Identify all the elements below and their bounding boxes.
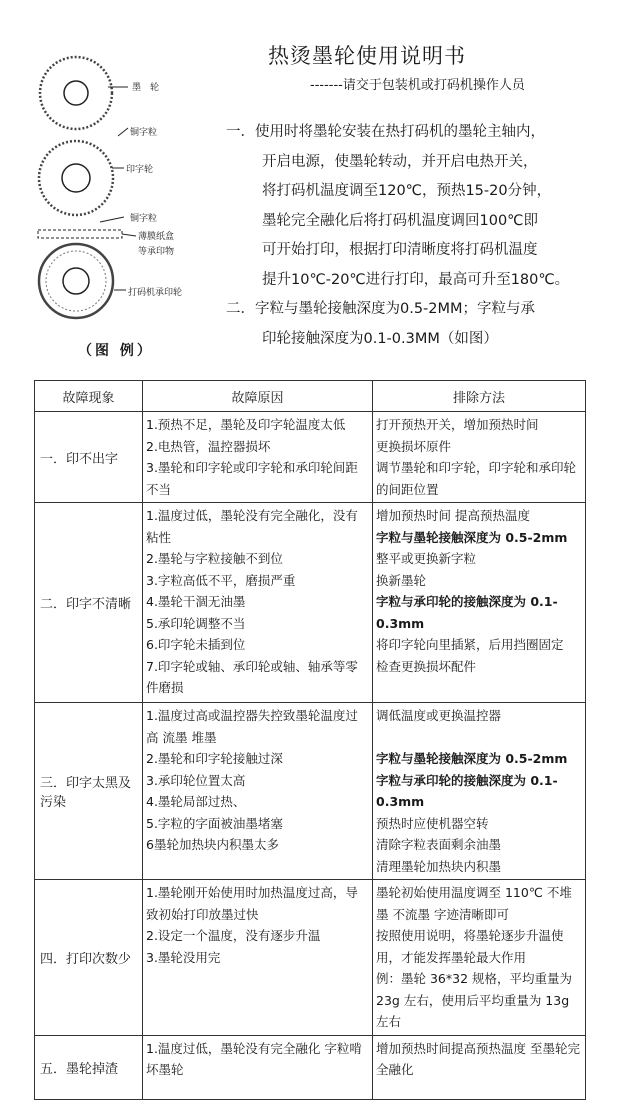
cause-line: 4.墨轮局部过热、 <box>146 794 246 809</box>
header-fix: 排除方法 <box>373 381 586 412</box>
label-ink-roller: 墨 轮 <box>132 83 160 93</box>
table-row <box>35 412 586 503</box>
cause-line: 1.温度过低，墨轮没有完全融化 字粒啃坏墨轮 <box>146 1040 362 1077</box>
fix-line: 清除字粒表面剩余油墨 <box>376 837 502 852</box>
instructions <box>226 118 612 354</box>
instruction-line: 提升10℃-20℃进行打印，最高可升至180℃。 <box>262 271 570 288</box>
page-subtitle: -------请交于包装机或打码机操作人员 <box>310 78 525 93</box>
label-copper-type-1: 铜字粒 <box>130 128 158 138</box>
instruction-line: 开启电源，使墨轮转动，并开启电热开关， <box>262 153 538 170</box>
fix-line: 字粒与墨轮接触深度为 0.5-2mm <box>376 529 568 545</box>
fix-cell <box>373 412 586 503</box>
instruction-line: 将打码机温度调至120℃，预热15-20分钟， <box>262 183 552 199</box>
label-substrate: 等承印物 <box>138 247 175 257</box>
illustration <box>0 0 240 370</box>
instruction-line: 二．字粒与墨轮接触深度为0.5-2MM；字粒与承 <box>226 301 536 317</box>
cause-line: 1.温度过高或温控器失控致墨轮温度过高 流墨 堆墨 <box>146 708 358 745</box>
fix-line: 增加预热时间 提高预热温度 <box>376 508 530 523</box>
cause-line: 5.字粒的字面被油墨堵塞 <box>146 815 283 831</box>
fix-line: 字粒与承印轮的接触深度为 0.1-0.3mm <box>376 594 558 631</box>
cause-line: 3.承印轮位置太高 <box>146 772 246 788</box>
instruction-line: 墨轮完全融化后将打码机温度调回100℃即 <box>262 212 538 229</box>
fix-line: 打开预热开关，增加预热时间 <box>376 417 539 432</box>
fix-line: 将印字轮向里插紧，后用挡圈固定 <box>376 637 564 652</box>
fix-line: 调低温度或更换温控器 <box>376 708 502 723</box>
fix-cell <box>373 703 586 880</box>
fix-line: 更换损坏原件 <box>376 438 452 454</box>
troubleshooting-table <box>34 380 586 1100</box>
cause-line: 6墨轮加热块内积墨太多 <box>146 837 279 852</box>
fix-line: 调节墨轮和印字轮，印字轮和承印轮的间距位置 <box>376 460 577 497</box>
table-row <box>35 503 586 703</box>
fix-cell <box>373 880 586 1036</box>
label-film-box: 薄膜纸盒 <box>138 232 175 242</box>
symptom-cell: 四．打印次数少 <box>35 880 143 1036</box>
cause-line: 2.设定一个温度，没有逐步升温 <box>146 928 321 943</box>
roller-diagram <box>0 0 240 370</box>
cause-line: 4.墨轮干涸无油墨 <box>146 594 246 609</box>
figure-caption: （图 例） <box>78 343 154 359</box>
cause-line: 1.温度过低，墨轮没有完全融化，没有粘性 <box>146 508 358 545</box>
fix-line: 检查更换损坏配件 <box>376 658 477 674</box>
fix-line: 按照使用说明，将墨轮逐步升温使用，才能发挥墨轮最大作用 <box>376 928 564 965</box>
symptom-cell: 二．印字不清晰 <box>35 503 143 703</box>
cause-cell <box>143 880 373 1036</box>
table-row <box>35 703 586 880</box>
cause-cell <box>143 412 373 503</box>
cause-line: 2.墨轮与字粒接触不到位 <box>146 551 283 566</box>
cause-cell <box>143 703 373 880</box>
table-header-row <box>35 381 586 412</box>
cause-line: 6.印字轮未插到位 <box>146 637 246 652</box>
label-impression-roller: 打码机承印轮 <box>128 288 183 298</box>
fix-cell <box>373 503 586 703</box>
cause-line: 7.印字轮或轴、承印轮或轴、轴承等零件磨损 <box>146 658 358 695</box>
fix-line: 增加预热时间提高预热温度 至墨轮完全融化 <box>376 1040 580 1077</box>
instruction-line: 可开始打印，根据打印清晰度将打码机温度 <box>262 242 538 258</box>
cause-line: 5.承印轮调整不当 <box>146 615 246 631</box>
fix-line: 墨轮初始使用温度调至 110℃ 不堆墨 不流墨 字迹清晰即可 <box>376 885 572 922</box>
table-row <box>35 1035 586 1099</box>
fix-line: 换新墨轮 <box>376 572 427 588</box>
symptom-cell: 五．墨轮掉渣 <box>35 1035 143 1099</box>
label-copper-type-2: 铜字粒 <box>130 214 158 224</box>
fix-line: 字粒与墨轮接触深度为 0.5-2mm <box>376 751 568 766</box>
fix-line: 字粒与承印轮的接触深度为 0.1-0.3mm <box>376 772 558 809</box>
fix-line: 例：墨轮 36*32 规格，平均重量为 23g 左右，使用后平均重量为 13g 左右 <box>376 971 573 1029</box>
header-cause: 故障原因 <box>143 381 373 412</box>
fix-line: 预热时应使机器空转 <box>376 815 489 831</box>
cause-line: 1.墨轮刚开始使用时加热温度过高，导致初始打印放墨过快 <box>146 885 358 922</box>
fix-line: 清理墨轮加热块内积墨 <box>376 858 502 874</box>
fix-cell <box>373 1035 586 1099</box>
cause-cell <box>143 503 373 703</box>
symptom-cell: 一．印不出字 <box>35 412 143 503</box>
page-title: 热烫墨轮使用说明书 <box>268 44 466 68</box>
cause-line: 2.墨轮和印字轮接触过深 <box>146 751 283 766</box>
cause-line: 1.预热不足，墨轮及印字轮温度太低 <box>146 417 346 432</box>
instruction-line: 印轮接触深度为0.1-0.3MM（如图） <box>262 330 498 347</box>
cause-cell <box>143 1035 373 1099</box>
instruction-line: 一．使用时将墨轮安装在热打码机的墨轮主轴内， <box>226 124 545 140</box>
cause-line: 3.墨轮和印字轮或印字轮和承印轮间距不当 <box>146 460 358 497</box>
cause-line: 3.墨轮没用完 <box>146 949 221 965</box>
cause-line: 3.字粒高低不平，磨损严重 <box>146 572 296 588</box>
header-symptom: 故障现象 <box>35 381 143 412</box>
fix-spacer <box>376 727 582 749</box>
symptom-cell: 三．印字太黑及污染 <box>35 703 143 880</box>
cause-line: 2.电热管，温控器损坏 <box>146 438 271 454</box>
fix-line: 整平或更换新字粒 <box>376 551 477 566</box>
label-print-wheel: 印字轮 <box>126 165 154 175</box>
table-row <box>35 880 586 1036</box>
